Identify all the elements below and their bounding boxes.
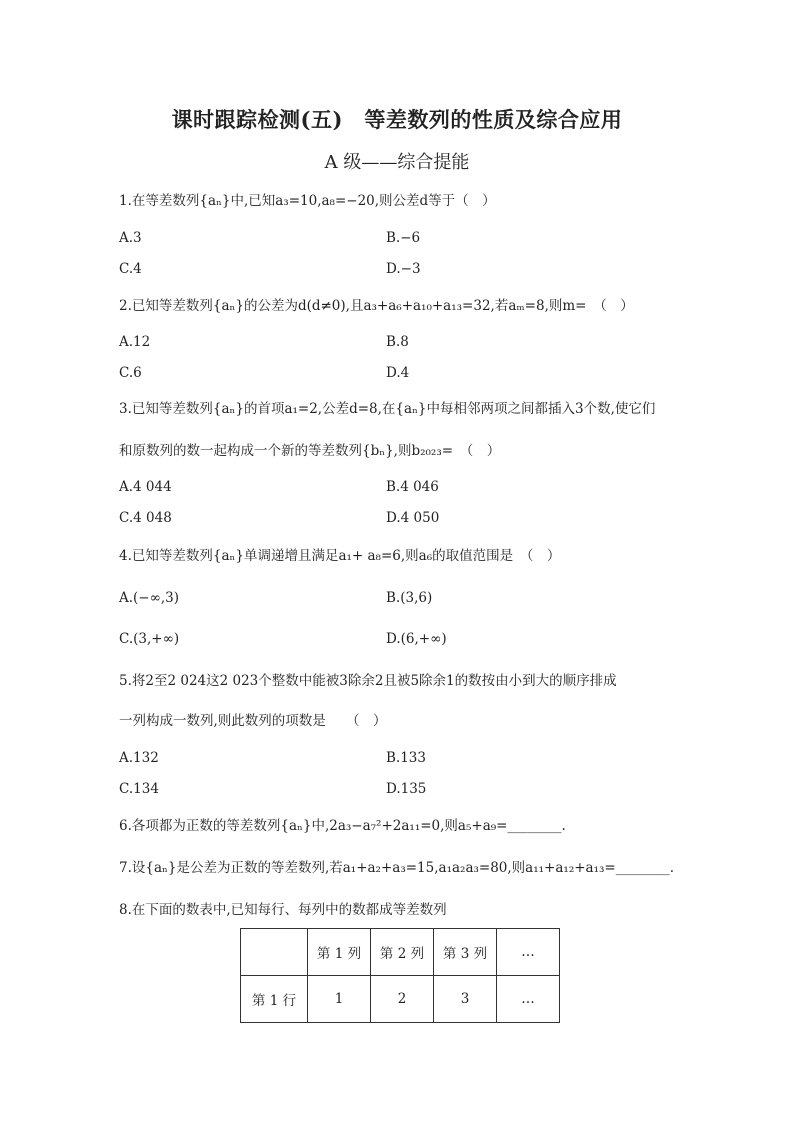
question-4-option-a: A.(−∞,3)	[119, 590, 180, 606]
question-3-option-c: C.4 048	[119, 510, 172, 526]
question-2-option-a: A.12	[119, 334, 151, 350]
question-3-option-b: B.4 046	[386, 479, 439, 495]
question-1-option-c: C.4	[119, 261, 142, 277]
question-3-stem-line-1: 3.已知等差数列{aₙ}的首项a₁=2,公差d=8,在{aₙ}中每相邻两项之间都插入3个数,使它们	[119, 401, 656, 417]
question-1-option-a: A.3	[119, 230, 142, 246]
question-4-option-b: B.(3,6)	[386, 590, 433, 606]
question-2-stem: 2.已知等差数列{aₙ}的公差为d(d≠0),且a₃+a₆+a₁₀+a₁₃=32,若aₘ=8,则m= （ ）	[119, 298, 634, 314]
number-table	[240, 928, 560, 1023]
question-2-option-c: C.6	[119, 365, 142, 381]
table-row	[241, 976, 560, 1023]
question-5-option-a: A.132	[119, 750, 159, 766]
question-5-stem-line-2: 一列构成一数列,则此数列的项数是 （ ）	[119, 713, 387, 729]
question-5-stem-line-1: 5.将2至2 024这2 023个整数中能被3除余2且被5除余1的数按由小到大的顺序排成	[119, 673, 617, 689]
section-subtitle: A 级——综合提能	[324, 152, 470, 173]
question-4-stem: 4.已知等差数列{aₙ}单调递增且满足a₁+ a₈=6,则a₆的取值范围是 （ ）	[119, 548, 561, 564]
table-cell: …	[497, 976, 560, 1023]
question-2-option-b: B.8	[386, 334, 409, 350]
question-5-option-c: C.134	[119, 781, 159, 797]
question-1-stem: 1.在等差数列{aₙ}中,已知a₃=10,a₈=−20,则公差d等于（ ）	[119, 193, 496, 209]
page-title: 课时跟踪检测(五) 等差数列的性质及综合应用	[171, 107, 623, 132]
table-cell: 3	[434, 976, 497, 1023]
table-header-cell: 第 3 列	[434, 929, 497, 976]
table-cell: 1	[308, 976, 371, 1023]
question-4-option-c: C.(3,+∞)	[119, 631, 180, 647]
question-8-stem: 8.在下面的数表中,已知每行、每列中的数都成等差数列	[119, 902, 447, 918]
table-cell: 第 1 行	[241, 976, 308, 1023]
question-1-option-d: D.−3	[386, 261, 421, 277]
question-6-stem: 6.各项都为正数的等差数列{aₙ}中,2a₃−a₇²+2a₁₁=0,则a₅+a₉=________.	[119, 818, 566, 834]
question-5-option-b: B.133	[386, 750, 426, 766]
question-3-option-a: A.4 044	[119, 479, 172, 495]
question-7-stem: 7.设{aₙ}是公差为正数的等差数列,若a₁+a₂+a₃=15,a₁a₂a₃=80,则a₁₁+a₁₂+a₁₃=________.	[119, 860, 675, 876]
table-header-cell: …	[497, 929, 560, 976]
table-header-cell: 第 1 列	[308, 929, 371, 976]
table-cell: 2	[371, 976, 434, 1023]
table-header-cell	[241, 929, 308, 976]
question-2-option-d: D.4	[386, 365, 410, 381]
question-3-stem-line-2: 和原数列的数一起构成一个新的等差数列{bₙ},则b₂₀₂₃= （ ）	[119, 443, 501, 459]
question-4-option-d: D.(6,+∞)	[386, 631, 447, 647]
table-header-cell: 第 2 列	[371, 929, 434, 976]
table-header-row	[241, 929, 560, 976]
question-1-option-b: B.−6	[386, 230, 421, 246]
question-3-option-d: D.4 050	[386, 510, 440, 526]
question-5-option-d: D.135	[386, 781, 427, 797]
